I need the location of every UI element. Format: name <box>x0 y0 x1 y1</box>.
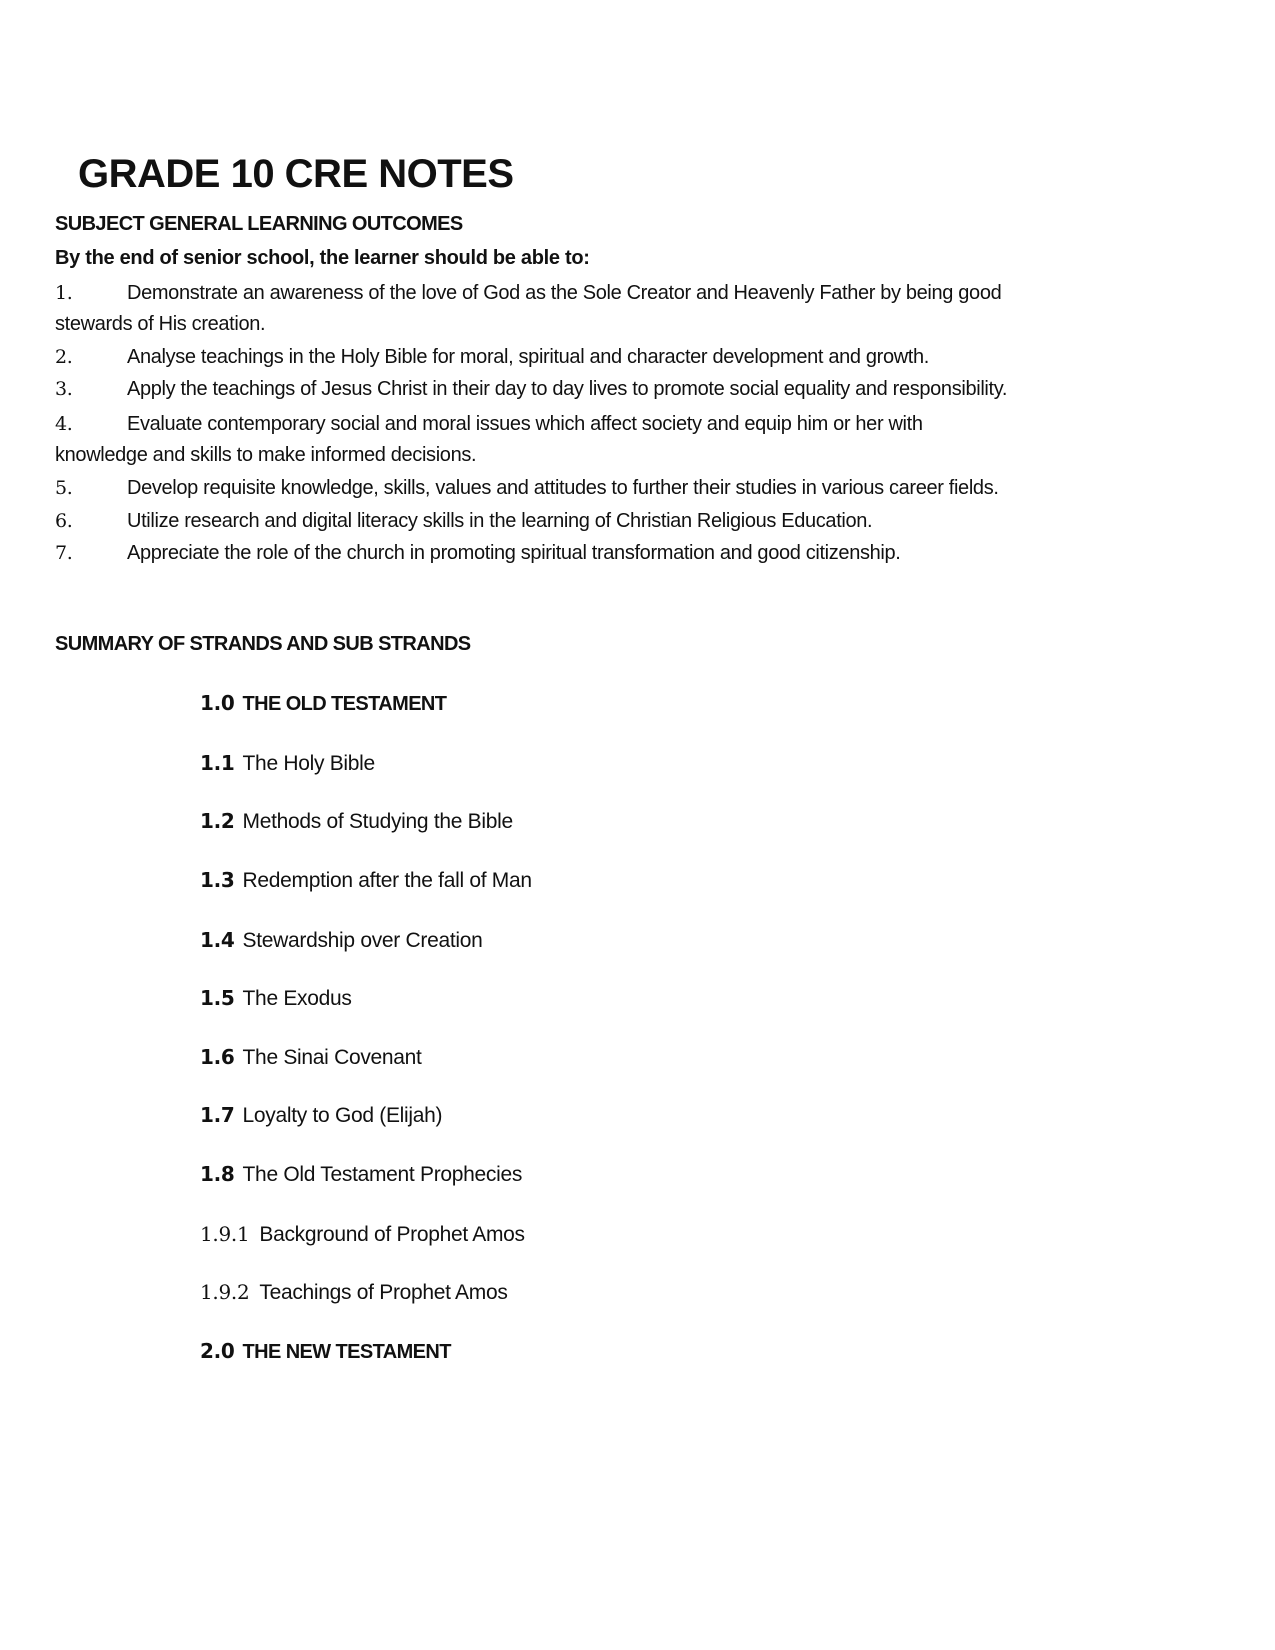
substrand-code: 1.1 <box>200 751 235 775</box>
outcome-number: 5. <box>55 477 73 499</box>
outcome-text: Analyse teachings in the Holy Bible for moral, spiritual and character development and growth. <box>127 346 929 368</box>
outcomes-heading: SUBJECT GENERAL LEARNING OUTCOMES <box>55 213 463 235</box>
substrand-code: 1.5 <box>200 986 235 1010</box>
outcome-number: 6. <box>55 510 73 532</box>
strand-item <box>200 1339 451 1364</box>
strand-item <box>200 691 446 716</box>
document-title: GRADE 10 CRE NOTES <box>78 152 514 196</box>
outcome-item <box>55 538 1225 569</box>
outcome-line <box>55 506 1225 537</box>
outcome-line <box>55 374 1225 405</box>
outcome-item <box>55 278 1225 340</box>
outcome-text: Utilize research and digital literacy skills in the learning of Christian Religious Education. <box>127 510 873 532</box>
outcome-number: 3. <box>55 378 73 400</box>
substrand-label: The Exodus <box>242 987 352 1010</box>
substrand-code: 1.9.1 <box>200 1222 250 1246</box>
outcomes-intro: By the end of senior school, the learner should be able to: <box>55 247 590 269</box>
substrand-label: Redemption after the fall of Man <box>242 869 532 892</box>
substrand-item <box>200 1045 422 1070</box>
strand-code: 1.0 <box>200 691 235 715</box>
substrand-item <box>200 809 513 834</box>
outcome-line <box>55 473 1225 504</box>
outcome-item <box>55 409 1225 471</box>
substrand-label: The Old Testament Prophecies <box>242 1163 523 1186</box>
substrand-code: 1.2 <box>200 809 235 833</box>
strand-label: THE NEW TESTAMENT <box>242 1341 451 1363</box>
outcome-item <box>55 374 1225 405</box>
outcome-line <box>55 278 1225 309</box>
substrand-item <box>200 1103 442 1128</box>
substrand-item <box>200 986 352 1011</box>
substrand-code: 1.7 <box>200 1103 235 1127</box>
outcome-text: Demonstrate an awareness of the love of God as the Sole Creator and Heavenly Father by being good <box>127 282 1002 304</box>
outcome-number: 7. <box>55 542 73 564</box>
substrand-item <box>200 1162 522 1187</box>
outcome-item <box>55 342 1225 373</box>
outcome-continuation: stewards of His creation. <box>55 313 266 335</box>
outcome-text: Develop requisite knowledge, skills, values and attitudes to further their studies in various career fields. <box>127 477 999 499</box>
outcome-line <box>55 342 1225 373</box>
outcome-text: Apply the teachings of Jesus Christ in their day to day lives to promote social equality and responsibility. <box>127 378 1008 400</box>
substrand-code: 1.9.2 <box>200 1280 250 1304</box>
substrand-label: The Sinai Covenant <box>242 1046 422 1069</box>
substrand-label: Background of Prophet Amos <box>259 1223 525 1246</box>
outcome-text: Evaluate contemporary social and moral issues which affect society and equip him or her with <box>127 413 923 435</box>
substrand-label: Teachings of Prophet Amos <box>259 1281 508 1304</box>
outcome-item <box>55 473 1225 504</box>
substrand-label: The Holy Bible <box>242 752 375 775</box>
substrand-label: Loyalty to God (Elijah) <box>242 1104 443 1127</box>
outcome-number: 1. <box>55 282 73 304</box>
strands-heading: SUMMARY OF STRANDS AND SUB STRANDS <box>55 633 471 655</box>
outcome-continuation: knowledge and skills to make informed decisions. <box>55 444 477 466</box>
substrand-label: Stewardship over Creation <box>242 929 483 952</box>
substrand-item <box>200 1280 508 1305</box>
substrand-item <box>200 928 483 953</box>
substrand-code: 1.8 <box>200 1162 235 1186</box>
substrand-label: Methods of Studying the Bible <box>242 810 513 833</box>
outcome-item <box>55 506 1225 537</box>
strand-label: THE OLD TESTAMENT <box>242 693 447 715</box>
substrand-item <box>200 868 532 893</box>
substrand-code: 1.3 <box>200 868 235 892</box>
substrand-code: 1.6 <box>200 1045 235 1069</box>
substrand-item <box>200 1222 525 1247</box>
outcome-number: 4. <box>55 413 73 435</box>
outcome-line <box>55 409 1225 440</box>
substrand-code: 1.4 <box>200 928 235 952</box>
outcome-text: Appreciate the role of the church in promoting spiritual transformation and good citizenship. <box>127 542 901 564</box>
substrand-item <box>200 751 375 776</box>
strand-code: 2.0 <box>200 1339 235 1363</box>
outcome-line <box>55 538 1225 569</box>
outcome-number: 2. <box>55 346 73 368</box>
